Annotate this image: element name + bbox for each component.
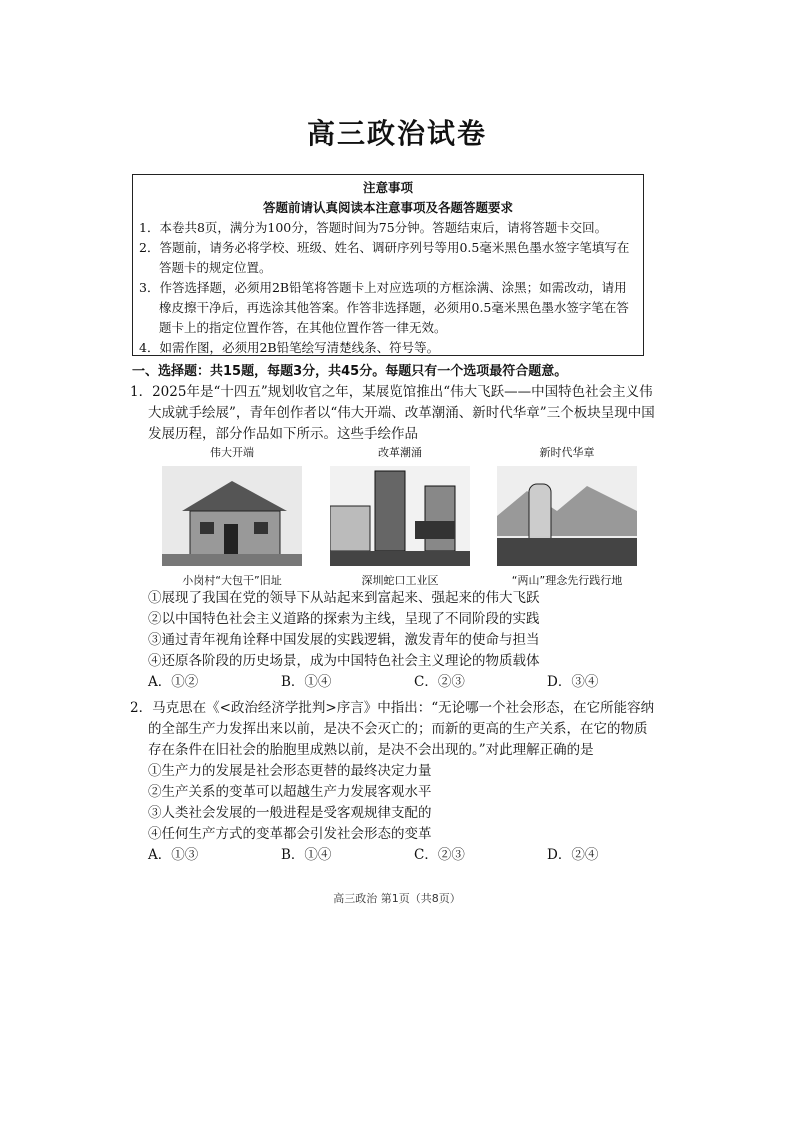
question-2 [130, 698, 660, 866]
choice-c[interactable]: C．②③ [414, 674, 465, 690]
question-stem: 1．2025年是“十四五”规划收官之年，某展览馆推出“伟大飞跃——中国特色社会主义伟大成就手绘展”，青年创作者以“伟大开端、改革潮涌、新时代华章”三个板块呈现中国发展历程，部分作品如下所示。这些手绘作品 [130, 384, 655, 442]
answer-choices [130, 845, 660, 866]
artwork-gallery [162, 444, 637, 594]
page-footer: 高三政治 第1页（共8页） [333, 892, 461, 905]
image-caption-top: 改革潮涌 [378, 446, 422, 459]
notice-heading: 注意事项 [362, 180, 413, 195]
choice-c[interactable]: C．②③ [414, 847, 465, 863]
choice-a[interactable]: A．①② [148, 674, 199, 690]
option-statement: ②生产关系的变革可以超越生产力发展客观水平 [148, 784, 432, 800]
image-caption-bottom: 深圳蛇口工业区 [361, 574, 439, 587]
option-statement: ④任何生产方式的变革都会引发社会形态的变革 [148, 826, 432, 842]
image-caption-top: 新时代华章 [539, 446, 595, 459]
question-1-options [130, 588, 660, 693]
notice-subheading: 答题前请认真阅读本注意事项及各题答题要求 [262, 200, 513, 215]
option-statement: ②以中国特色社会主义道路的探索为主线，呈现了不同阶段的实践 [148, 611, 540, 627]
choice-a[interactable]: A．①③ [148, 847, 199, 863]
choice-d[interactable]: D．③④ [547, 674, 599, 690]
option-statement: ③通过青年视角诠释中国发展的实践逻辑，激发青年的使命与担当 [148, 632, 540, 648]
choice-b[interactable]: B．①④ [281, 847, 332, 863]
choice-d[interactable]: D．②④ [547, 847, 599, 863]
notice-item: 1．本卷共8页，满分为100分，答题时间为75分钟。答题结束后，请将答题卡交回。 [139, 220, 608, 235]
question-stem: 2．马克思在《<政治经济学批判>序言》中指出：“无论哪一个社会形态，在它所能容纳的全部生产力发挥出来以前，是决不会灭亡的；而新的更高的生产关系，在它的物质存在条件在旧社会的胎胞里成熟以前，是决不会出现的。”对此理解正确的是 [130, 700, 655, 758]
option-statement: ③人类社会发展的一般进程是受客观规律支配的 [148, 805, 432, 821]
option-statement: ④还原各阶段的历史场景，成为中国特色社会主义理论的物质载体 [148, 653, 540, 669]
answer-choices [130, 672, 660, 693]
industrial-zone-sketch-image [330, 466, 470, 566]
notice-item: 4．如需作图，必须用2B铅笔绘写清楚线条、符号等。 [139, 340, 440, 355]
image-caption-bottom: “两山”理念先行践行地 [511, 574, 623, 587]
page-title: 高三政治试卷 [306, 117, 487, 150]
section-heading: 一、选择题：共15题，每题3分，共45分。每题只有一个选项最符合题意。 [132, 364, 568, 379]
image-caption-bottom: 小岗村“大包干”旧址 [182, 574, 282, 587]
notice-item: 3．作答选择题，必须用2B铅笔将答题卡上对应选项的方框涂满、涂黑；如需改动，请用橡皮擦干净后，再选涂其他答案。作答非选择题，必须用0.5毫米黑色墨水签字笔在答题卡上的指定位置作答，在其他位置作答一律无效。 [139, 280, 629, 335]
notice-box [132, 174, 644, 356]
farmhouse-sketch-image [162, 466, 302, 566]
monument-landscape-sketch-image [497, 466, 637, 566]
image-caption-top: 伟大开端 [210, 446, 254, 459]
question-1 [130, 382, 660, 445]
notice-item: 2．答题前，请务必将学校、班级、姓名、调研序列号等用0.5毫米黑色墨水签字笔填写在答题卡的规定位置。 [139, 240, 630, 275]
choice-b[interactable]: B．①④ [281, 674, 332, 690]
option-statement: ①生产力的发展是社会形态更替的最终决定力量 [148, 763, 432, 779]
option-statement: ①展现了我国在党的领导下从站起来到富起来、强起来的伟大飞跃 [148, 590, 540, 606]
